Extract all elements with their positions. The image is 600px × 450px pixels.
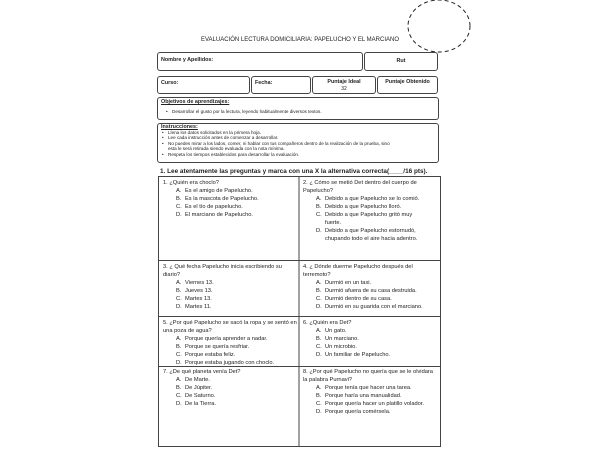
option-b[interactable]: B. Un marciano. — [316, 336, 359, 342]
option-b[interactable]: B. Durmió afuera de su casa destruida. — [316, 288, 417, 294]
curso-label: Curso: — [161, 80, 179, 86]
fecha-field[interactable] — [251, 76, 311, 94]
option-a[interactable]: A. Es el amigo de Papelucho. — [176, 188, 253, 194]
option-c[interactable]: C. Debido a que Papelucho gritó muy fuerte. — [316, 212, 413, 226]
instruccion-item: • Lee cada instrucción antes de comenzar a desarrollar. — [162, 135, 390, 140]
option-a[interactable]: A. De Marte. — [176, 377, 210, 383]
option-a[interactable]: A. Porque quería aprender a nadar. — [176, 336, 268, 342]
instruccion-item: • Respeta los tiempos establecidos para desarrollar la evaluación. — [162, 152, 390, 157]
option-c[interactable]: C. Es el tío de papelucho. — [176, 204, 243, 210]
question-stem: 4. ¿ Dónde duerme Papelucho después del terremoto? — [303, 264, 413, 278]
page-title: EVALUACIÓN LECTURA DOMICILIARIA: PAPELUCHO Y EL MARCIANO — [200, 37, 400, 43]
puntaje-obtenido-label: Puntaje Obtenido — [385, 79, 430, 85]
option-d[interactable]: D. Martes 11. — [176, 304, 212, 310]
option-d[interactable]: D. Porque estaba jugando con choclo. — [176, 360, 275, 366]
objetivo-item: • Desarrollar el gusto por la lectura, leyendo habitualmente diversos textos. — [166, 109, 322, 114]
option-b[interactable]: B. Jueves 13. — [176, 288, 213, 294]
option-d[interactable]: D. Durmió en su guarida con el marciano. — [316, 304, 423, 310]
option-a[interactable]: A. Un gato. — [316, 328, 347, 334]
option-d[interactable]: D. Porque quería comérsela. — [316, 409, 391, 415]
option-b[interactable]: B. Porque se quería resfriar. — [176, 344, 250, 350]
instrucciones-box — [157, 123, 439, 163]
instruccion-item: esta le será retirada siendo evaluada con la nota mínima. — [168, 146, 285, 152]
option-a[interactable]: A. Durmió en un taxi. — [316, 280, 372, 286]
option-c[interactable]: C. Martes 13. — [176, 296, 212, 302]
question-stem: 1. ¿Quién era choclo? — [163, 180, 219, 186]
puntaje-ideal-value: 32 — [341, 86, 347, 92]
puntaje-obtenido-box[interactable] — [377, 76, 438, 94]
option-d[interactable]: D. Debido a que Papelucho estornudó, chupando todo el aire hacia adentro. — [316, 228, 418, 242]
question-stem: 7. ¿De qué planeta venía Det? — [163, 369, 241, 375]
question-7 — [163, 368, 298, 408]
option-c[interactable]: C. Un microbio. — [316, 344, 357, 350]
question-stem: 2. ¿ Cómo se metió Det dentro del cuerpo de Papelucho? — [303, 180, 417, 194]
nombre-field[interactable] — [157, 52, 363, 71]
option-b[interactable]: B. Debido a que Papelucho lloró. — [316, 204, 402, 210]
question-stem: 6. ¿Quién era Det? — [303, 320, 352, 326]
question-6 — [303, 319, 438, 359]
question-4 — [303, 263, 438, 311]
rut-label: Rut — [396, 58, 406, 64]
puntaje-ideal-label: Puntaje Ideal — [327, 79, 361, 85]
objetivos-box — [157, 97, 439, 120]
section-heading: 1. Lee atentamente las preguntas y marca con una X la alternativa correcta(____/16 pts). — [160, 168, 428, 175]
objetivos-title: Objetivos de aprendizajes: — [161, 99, 230, 105]
option-a[interactable]: A. Porque tenía que hacer una tarea. — [316, 385, 412, 391]
instruccion-item: • No puedes mirar a los lados, comer, ni hablar con tus compañeros dentro de la realización de la prueba, sino — [162, 141, 390, 146]
question-8 — [303, 368, 438, 416]
option-d[interactable]: D. Un familiar de Papelucho. — [316, 352, 391, 358]
question-stem: 3. ¿ Qué fecha Papelucho inicia escribiendo su diario? — [163, 264, 282, 278]
fecha-label: Fecha: — [255, 80, 273, 86]
question-2 — [303, 179, 438, 243]
instrucciones-title: Instrucciones: — [161, 124, 198, 130]
option-c[interactable]: C. Porque quería hacer un platillo volador. — [316, 401, 424, 407]
objetivos-list — [166, 109, 322, 114]
instrucciones-list — [162, 130, 390, 157]
nombre-label: Nombre y Apellidos: — [161, 57, 214, 63]
option-c[interactable]: C. De Saturno. — [176, 393, 216, 399]
question-stem: 8. ¿Por qué Papelucho no quería que se le olvidara la palabra Purnavi? — [303, 369, 433, 383]
option-b[interactable]: B. Es la mascota de Papelucho. — [176, 196, 259, 202]
puntaje-ideal-box — [312, 76, 376, 94]
option-c[interactable]: C. Porque estaba feliz. — [176, 352, 236, 358]
option-a[interactable]: A. Viernes 13. — [176, 280, 214, 286]
curso-field[interactable] — [157, 76, 250, 94]
option-b[interactable]: B. Porque haría una manualidad. — [316, 393, 402, 399]
option-c[interactable]: C. Durmió dentro de su casa. — [316, 296, 392, 302]
instruccion-item: • Llena los datos solicitados en la primera hoja. — [162, 130, 390, 135]
option-b[interactable]: B. De Júpiter. — [176, 385, 213, 391]
question-3 — [163, 263, 298, 311]
option-a[interactable]: A. Debido a que Papelucho se lo comió. — [316, 196, 420, 202]
question-1 — [163, 179, 298, 219]
question-5 — [163, 319, 298, 367]
dashed-circle-stamp — [403, 0, 475, 60]
question-stem: 5. ¿Por qué Papelucho se sacó la ropa y se sentó en una poza de agua? — [163, 320, 297, 334]
rut-field[interactable] — [364, 52, 438, 71]
option-d[interactable]: D. El marciano de Papelucho. — [176, 212, 253, 218]
option-d[interactable]: D. De la Tierra. — [176, 401, 216, 407]
